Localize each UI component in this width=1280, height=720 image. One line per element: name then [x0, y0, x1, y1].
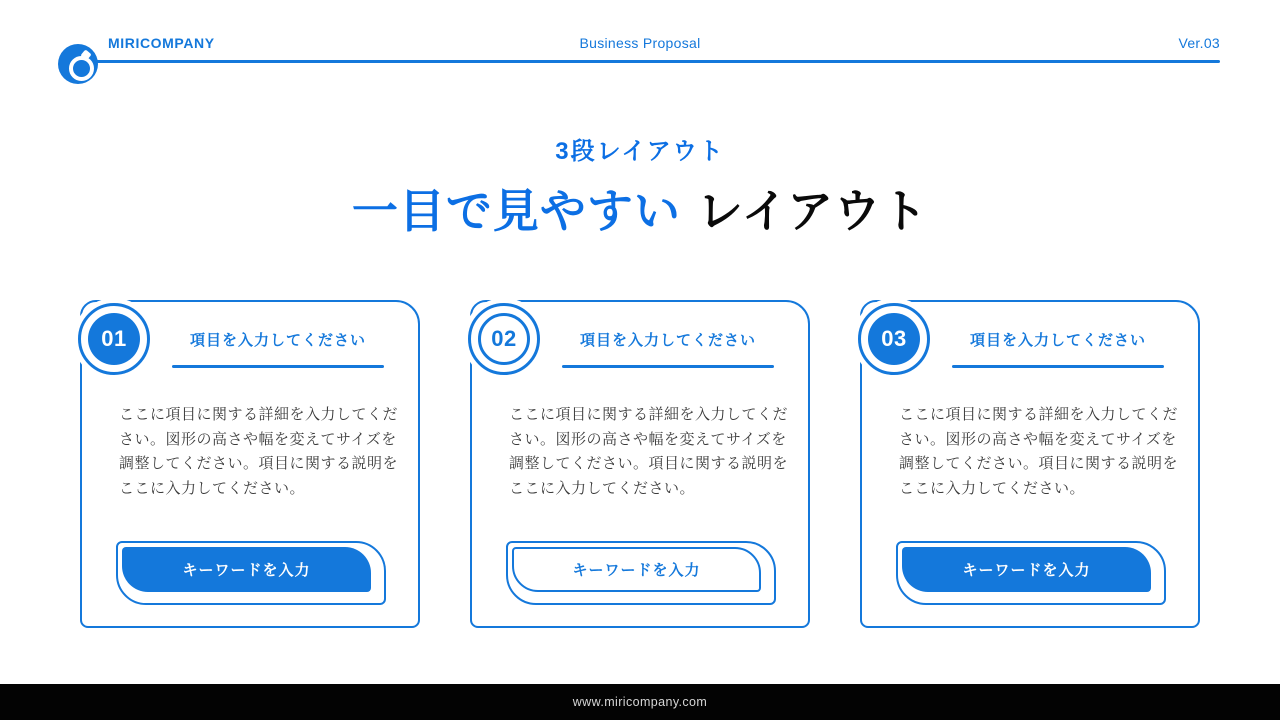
slide-title-rest: レイアウト [696, 185, 929, 237]
card-number-badge [468, 303, 540, 375]
card-number: 02 [478, 313, 530, 365]
keyword-button-label: キーワードを入力 [122, 547, 371, 592]
slide-subtitle: 3段レイアウト [555, 138, 725, 165]
slide-title [0, 175, 1280, 241]
card-heading-block [550, 329, 786, 368]
card-heading: 項目を入力してください [969, 332, 1146, 349]
company-logo-icon [58, 44, 98, 84]
card-number-badge [858, 303, 930, 375]
keyword-button[interactable] [896, 541, 1166, 605]
card-description: ここに項目に関する詳細を入力してください。図形の高さや幅を変えてサイズを調整してください。項目に関する説明をここに入力してください。 [119, 406, 399, 497]
footer-bar [0, 684, 1280, 720]
card-heading-block [160, 329, 396, 368]
card-description: ここに項目に関する詳細を入力してください。図形の高さや幅を変えてサイズを調整してください。項目に関する説明をここに入力してください。 [899, 406, 1179, 497]
keyword-button[interactable] [506, 541, 776, 605]
keyword-button[interactable] [116, 541, 386, 605]
card-03 [860, 300, 1200, 628]
card-heading-block [940, 329, 1176, 368]
document-title: Business Proposal [579, 35, 701, 51]
card-number: 03 [868, 313, 920, 365]
heading-underline [172, 365, 384, 368]
keyword-button-label: キーワードを入力 [902, 547, 1151, 592]
card-01 [80, 300, 420, 628]
company-name: MIRICOMPANY [108, 35, 215, 51]
card-number-badge [78, 303, 150, 375]
card-number: 01 [88, 313, 140, 365]
keyword-button-label: キーワードを入力 [512, 547, 761, 592]
card-heading: 項目を入力してください [189, 332, 366, 349]
card-02 [470, 300, 810, 628]
footer-url: www.miricompany.com [572, 695, 708, 709]
version-label: Ver.03 [1178, 35, 1220, 51]
header-rule [78, 60, 1220, 63]
heading-underline [562, 365, 774, 368]
heading-underline [952, 365, 1164, 368]
card-description: ここに項目に関する詳細を入力してください。図形の高さや幅を変えてサイズを調整してください。項目に関する説明をここに入力してください。 [509, 406, 789, 497]
slide-title-accent: 一目で見やすい [351, 185, 681, 237]
card-heading: 項目を入力してください [579, 332, 756, 349]
